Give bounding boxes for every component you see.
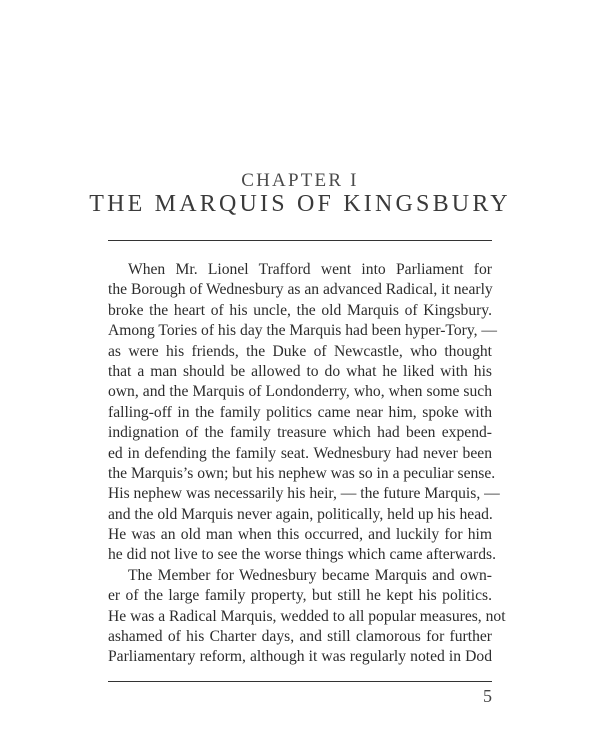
- body-line: broke the heart of his uncle, the old Marquis of Kingsbury.: [108, 301, 492, 319]
- body-line: falling-off in the family politics came near him, spoke with: [108, 403, 492, 421]
- body-line: Among Tories of his day the Marquis had been hyper-Tory, —: [108, 322, 497, 340]
- body-line: He was a Radical Marquis, wedded to all popular measures, not: [108, 607, 506, 625]
- chapter-body: [108, 260, 506, 668]
- body-line: the Marquis’s own; but his nephew was so in a peculiar sense.: [108, 464, 496, 482]
- body-line: When Mr. Lionel Trafford went into Parliament for: [128, 261, 492, 278]
- top-rule: [108, 240, 492, 241]
- body-line: He was an old man when this occurred, and luckily for him: [108, 526, 492, 544]
- chapter-label: CHAPTER I: [241, 170, 359, 191]
- bottom-rule: [108, 681, 492, 682]
- body-line: The Member for Wednesbury became Marquis and own-: [128, 566, 492, 584]
- body-line: er of the large family property, but still he kept his politics.: [108, 587, 492, 605]
- body-line: the Borough of Wednesbury as an advanced Radical, it nearly: [108, 281, 493, 299]
- body-line: and the old Marquis never again, politically, held up his head.: [108, 505, 493, 523]
- body-line: he did not live to see the worse things which came afterwards.: [108, 546, 496, 564]
- body-line: as were his friends, the Duke of Newcastle, who thought: [108, 342, 492, 360]
- body-line: ashamed of his Charter days, and still clamorous for further: [108, 628, 492, 646]
- body-line: Parliamentary reform, although it was regularly noted in Dod: [108, 648, 492, 666]
- chapter-title: THE MARQUIS OF KINGSBURY: [89, 191, 511, 217]
- body-line: own, and the Marquis of Londonderry, who, when some such: [108, 383, 492, 401]
- body-line: that a man should be allowed to do what he liked with his: [108, 362, 492, 380]
- body-line: His nephew was necessarily his heir, — the future Marquis, —: [108, 485, 500, 503]
- body-line: ed in defending the family seat. Wednesbury had never been: [108, 444, 492, 462]
- body-line: indignation of the family treasure which had been expend-: [108, 424, 492, 442]
- page-number: 5: [483, 686, 492, 706]
